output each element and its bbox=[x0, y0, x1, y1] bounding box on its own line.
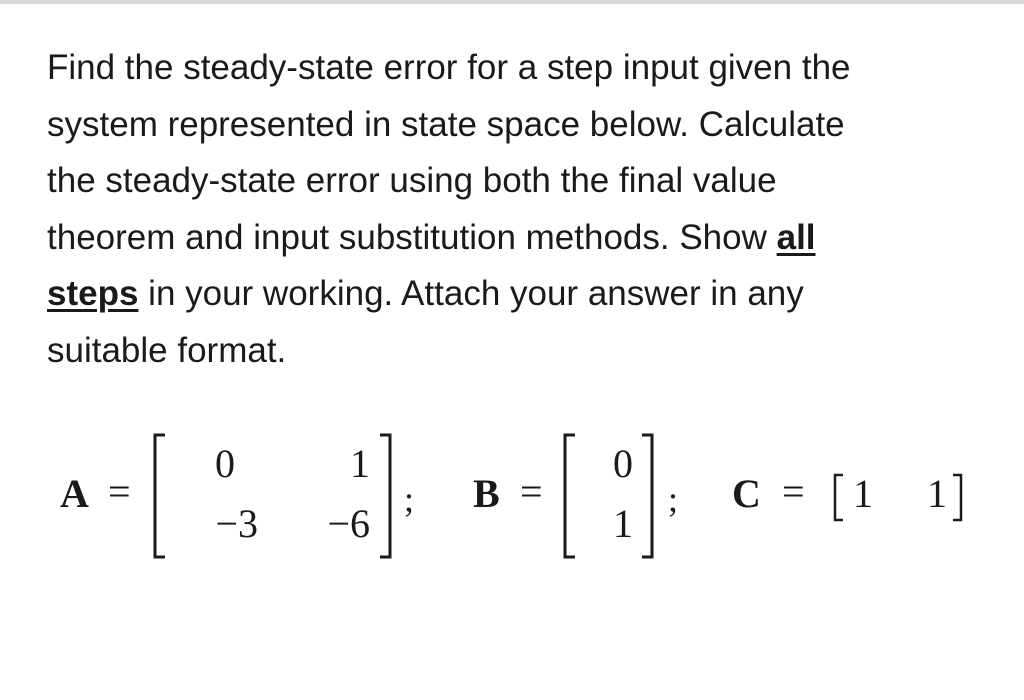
matrix-c-entry-2: 1 bbox=[927, 471, 947, 516]
emphasis-steps: steps bbox=[47, 274, 139, 313]
matrix-a-equals: = bbox=[108, 469, 131, 514]
emphasis-all: all bbox=[776, 217, 816, 257]
question-line-2: system represented in state space below. Calculate bbox=[47, 104, 845, 144]
matrix-b-label: B bbox=[473, 471, 500, 516]
matrix-a-entry-12: 1 bbox=[350, 441, 370, 486]
matrix-a-equation bbox=[60, 435, 414, 557]
matrix-b-equals: = bbox=[520, 469, 543, 514]
matrix-a-entry-21: −3 bbox=[215, 501, 258, 546]
matrix-c-left-bracket bbox=[835, 475, 843, 520]
matrix-a-right-bracket bbox=[380, 435, 390, 557]
question-line-5-text: in your working. Attach your answer in any bbox=[138, 274, 804, 313]
question-line-4 bbox=[47, 210, 977, 267]
question-line-1: Find the steady-state error for a step input given the bbox=[47, 48, 851, 87]
matrix-a-separator: ; bbox=[404, 479, 415, 519]
question-line-5 bbox=[47, 266, 977, 323]
question-line-4-text: theorem and input substitution methods. Show bbox=[47, 217, 777, 257]
matrix-b-left-bracket bbox=[565, 435, 575, 557]
equations-svg bbox=[40, 425, 1000, 575]
state-space-equations bbox=[40, 425, 1000, 575]
matrix-a-entry-11: 0 bbox=[215, 441, 235, 486]
matrix-b-entry-2: 1 bbox=[613, 501, 633, 546]
question-line-6: suitable format. bbox=[47, 330, 287, 370]
matrix-b-right-bracket bbox=[642, 435, 652, 557]
matrix-c-equals: = bbox=[782, 469, 805, 514]
matrix-c-label: C bbox=[732, 471, 761, 516]
matrix-a-left-bracket bbox=[155, 435, 165, 557]
matrix-a-entry-22: −6 bbox=[327, 501, 370, 546]
matrix-a-label: A bbox=[60, 471, 89, 516]
matrix-c-entry-1: 1 bbox=[853, 471, 873, 516]
matrix-c-equation bbox=[732, 469, 961, 520]
question-text bbox=[47, 40, 977, 379]
matrix-c-right-bracket bbox=[953, 475, 961, 520]
top-divider bbox=[0, 0, 1024, 4]
question-line-3: the steady-state error using both the final value bbox=[47, 161, 777, 200]
matrix-b-separator: ; bbox=[668, 479, 679, 519]
matrix-b-entry-1: 0 bbox=[613, 441, 633, 486]
matrix-b-equation bbox=[473, 435, 678, 557]
